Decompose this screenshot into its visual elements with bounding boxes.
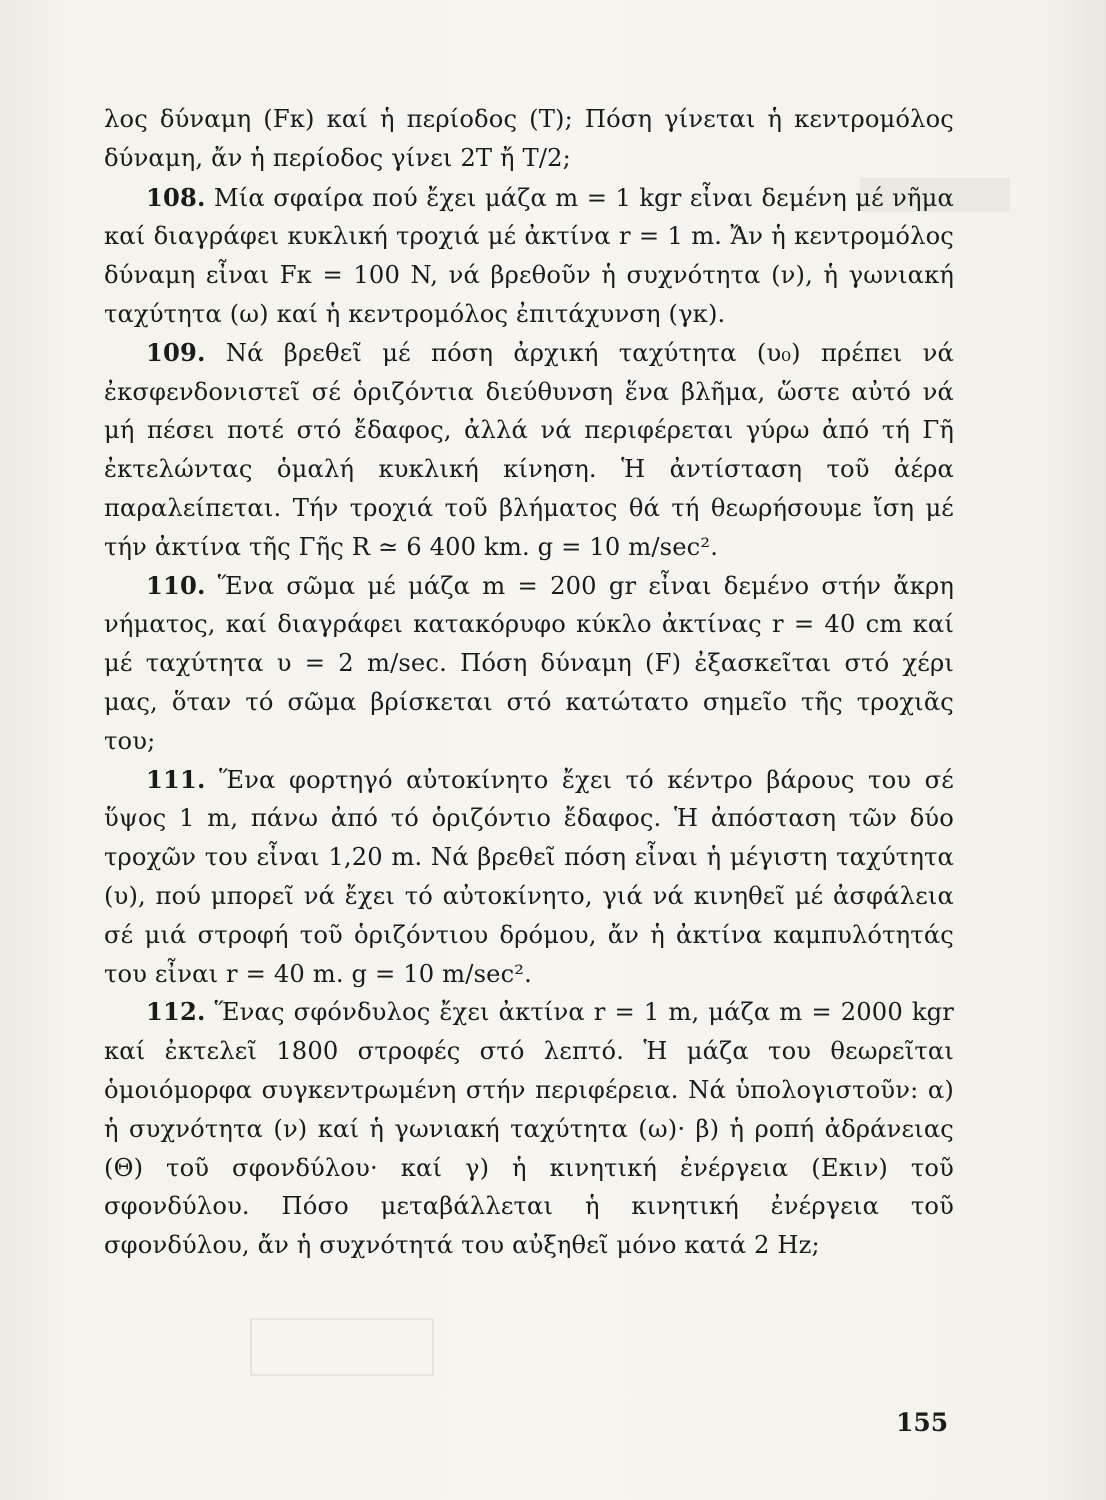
problem-109 [104, 334, 954, 567]
page-number: 155 [896, 1408, 949, 1437]
problem-111 [104, 761, 954, 994]
problem-number: 110. [146, 570, 206, 600]
problem-text: Ἕνα σῶμα μέ μάζα m = 200 gr εἶναι δεμένο στήν ἄκρη νήματος, καί διαγράφει κατακόρυφο κύκλο ἀκτίνας r = 40 cm καί μέ ταχύτητα υ = 2 m/sec. Πόση δύναμη (F) ἐξασκεῖται στό χέρι μας, ὅταν τό σῶμα βρίσκεται στό κατώτατο σημεῖο τῆς τροχιᾶς του; [104, 571, 955, 755]
show-through-formula-box [250, 1318, 434, 1376]
problem-112 [104, 993, 954, 1265]
problem-text: Ἕνας σφόνδυλος ἔχει ἀκτίνα r = 1 m, μάζα m = 2000 kgr καί ἐκτελεῖ 1800 στροφές στό λεπτό. Ἡ μάζα του θεωρεῖται ὁμοιόμορφα συγκεντρωμένη στήν περιφέρεια. Νά ὑπολογιστοῦν: α) ἡ συχνότητα (ν) καί ἡ γωνιακή ταχύτητα (ω)· β) ἡ ροπή ἀδράνειας (Θ) τοῦ σφονδύλου· καί γ) ἡ κινητική ἐνέργεια (Eκιν) τοῦ σφονδύλου. Πόσο μεταβάλλεται ἡ κινητική ἐνέργεια τοῦ σφονδύλου, ἄν ἡ συχνότητά του αὐξηθεῖ μόνο κατά 2 Hz; [104, 998, 954, 1260]
problem-number: 111. [146, 764, 206, 794]
problem-text: Μία σφαίρα πού ἔχει μάζα m = 1 kgr εἶναι δεμένη μέ νῆμα καί διαγράφει κυκλική τροχιά μέ ἀκτίνα r = 1 m. Ἄν ἡ κεντρομόλος δύναμη εἶναι Fκ = 100 N, νά βρεθοῦν ἡ συχνότητα (ν), ἡ γωνιακή ταχύτητα (ω) καί ἡ κεντρομόλος ἐπιτάχυνση (γκ). [104, 183, 954, 328]
problem-110 [104, 567, 954, 761]
problem-108 [104, 179, 954, 334]
problem-text: Ἕνα φορτηγό αὐτοκίνητο ἔχει τό κέντρο βάρους του σέ ὕψος 1 m, πάνω ἀπό τό ὁριζόντιο ἔδαφος. Ἡ ἀπόσταση τῶν δύο τροχῶν του εἶναι 1,20 m. Νά βρεθεῖ πόση εἶναι ἡ μέγιστη ταχύτητα (υ), πού μπορεῖ νά ἔχει τό αὐτοκίνητο, γιά νά κινηθεῖ μέ ἀσφάλεια σέ μιά στροφή τοῦ ὁριζόντιου δρόμου, ἄν ἡ ἀκτίνα καμπυλότητάς του εἶναι r = 40 m. g = 10 m/sec². [104, 765, 954, 988]
problem-number: 112. [146, 997, 206, 1027]
problem-number: 109. [146, 337, 206, 367]
problem-text: Νά βρεθεῖ μέ πόση ἀρχική ταχύτητα (υ₀) πρέπει νά ἐκσφενδονιστεῖ σέ ὁριζόντια διεύθυνση ἕνα βλῆμα, ὥστε αὐτό νά μή πέσει ποτέ στό ἔδαφος, ἀλλά νά περιφέρεται γύρω ἀπό τή Γῆ ἐκτελώντας ὁμαλή κυκλική κίνηση. Ἡ ἀντίσταση τοῦ ἀέρα παραλείπεται. Τήν τροχιά τοῦ βλήματος θά τή θεωρήσουμε ἴση μέ τήν ἀκτίνα τῆς Γῆς R ≃ 6 400 km. g = 10 m/sec². [104, 338, 955, 561]
problem-number: 108. [146, 182, 206, 212]
intro-paragraph: λος δύναμη (Fκ) καί ἡ περίοδος (T); Πόση γίνεται ἡ κεντρομόλος δύναμη, ἄν ἡ περίοδος γίνει 2T ἤ T/2; [104, 105, 954, 172]
main-text [104, 100, 954, 1265]
